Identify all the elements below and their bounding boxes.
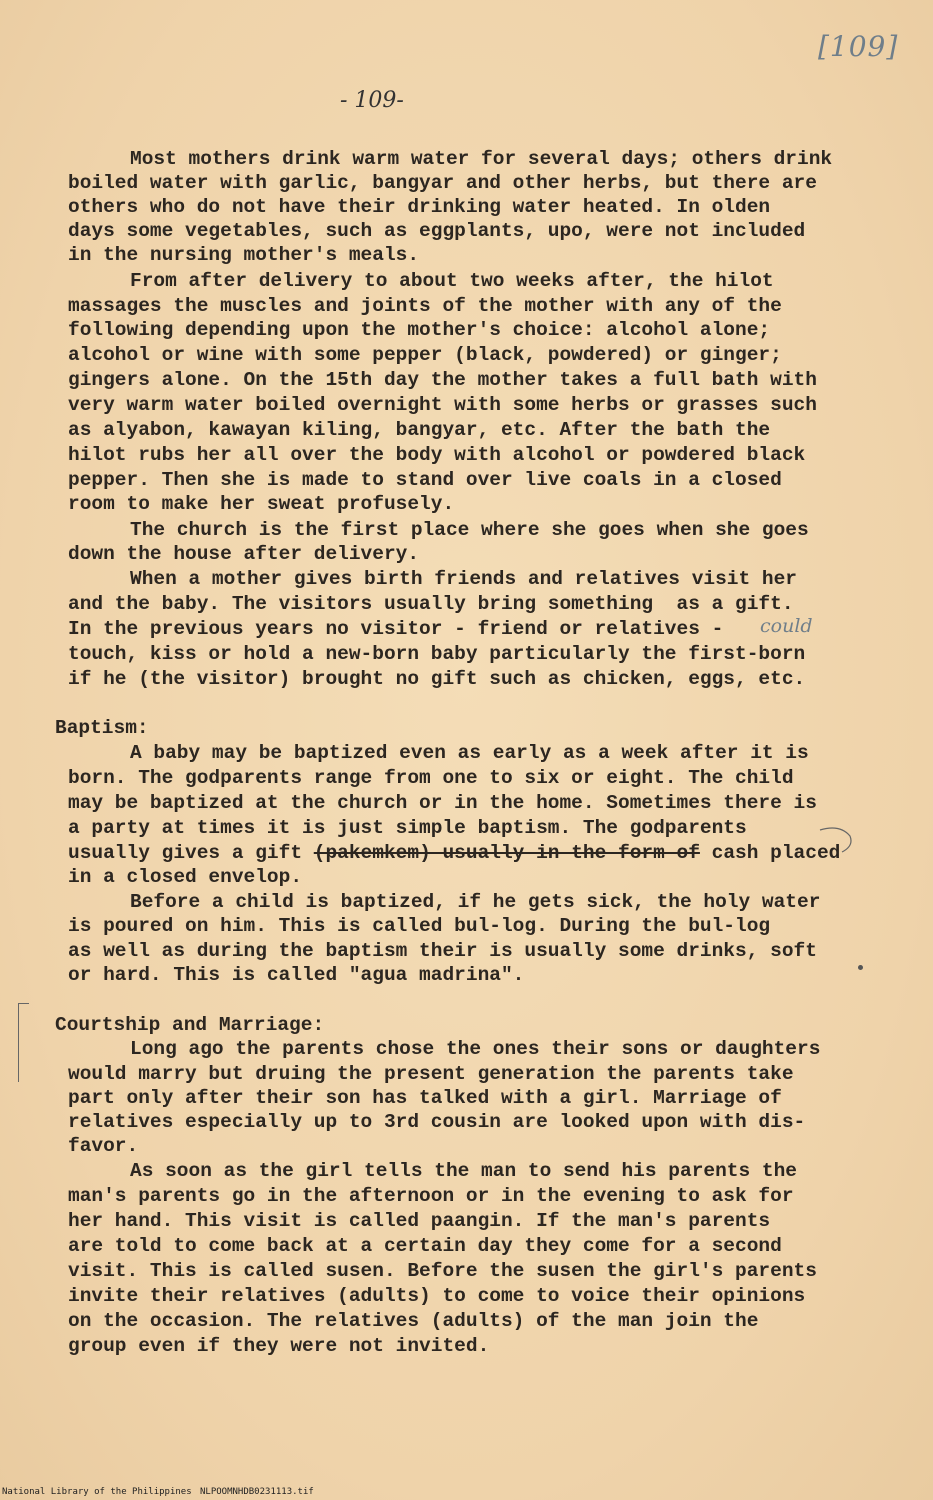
text-line: Long ago the parents chose the ones their sons or daughters: [130, 1038, 821, 1060]
text-line: if he (the visitor) brought no gift such as chicken, eggs, etc.: [68, 668, 806, 690]
gift-text-end: cash placed: [699, 842, 841, 864]
footer-filename: NLPOOMNHDB0231113.tif: [200, 1487, 314, 1497]
text-line: part only after their son has talked with a girl. Marriage of: [68, 1087, 782, 1109]
text-line: boiled water with garlic, bangyar and other herbs, but there are: [68, 172, 817, 194]
text-line: pepper. Then she is made to stand over live coals in a closed: [68, 469, 782, 491]
handwritten-insertion: could: [760, 615, 813, 637]
text-line: favor.: [68, 1135, 139, 1157]
text-line: very warm water boiled overnight with some herbs or grasses such: [68, 394, 817, 416]
text-line: on the occasion. The relatives (adults) of the man join the: [68, 1310, 759, 1332]
text-line: hilot rubs her all over the body with alcohol or powdered black: [68, 444, 806, 466]
text-line: A baby may be baptized even as early as a week after it is: [130, 742, 809, 764]
text-line: down the house after delivery.: [68, 543, 420, 565]
text-line: or hard. This is called "agua madrina".: [68, 964, 525, 986]
text-line: Most mothers drink warm water for several days; others drink: [130, 148, 833, 170]
text-line: as well as during the baptism their is usually some drinks, soft: [68, 940, 817, 962]
gift-text: usually gives a gift: [68, 842, 314, 864]
text-line: The church is the first place where she goes when she goes: [130, 519, 809, 541]
text-line: may be baptized at the church or in the home. Sometimes there is: [68, 792, 817, 814]
section-heading-courtship: Courtship and Marriage:: [55, 1014, 325, 1036]
text-line: room to make her sweat profusely.: [68, 493, 455, 515]
text-line: man's parents go in the afternoon or in the evening to ask for: [68, 1185, 794, 1207]
footer-library: National Library of the Philippines: [2, 1487, 192, 1497]
text-line: as alyabon, kawayan kiling, bangyar, etc. After the bath the: [68, 419, 771, 441]
text-line: is poured on him. This is called bul-log. During the bul-log: [68, 915, 771, 937]
text-line: When a mother gives birth friends and relatives visit her: [130, 568, 798, 590]
pen-mark-icon: [780, 826, 860, 866]
text-line: in the nursing mother's meals.: [68, 244, 420, 266]
struck-text: (pakemkem) usually in the form of: [313, 842, 700, 864]
text-line: others who do not have their drinking water heated. In olden: [68, 196, 771, 218]
text-line: touch, kiss or hold a new-born baby particularly the first-born: [68, 643, 806, 665]
text-line: are told to come back at a certain day they come for a second: [68, 1235, 782, 1257]
text-line: group even if they were not invited.: [68, 1335, 490, 1357]
text-line: days some vegetables, such as eggplants, upo, were not included: [68, 220, 806, 242]
typed-page-number: - 109-: [340, 88, 404, 113]
text-line: gingers alone. On the 15th day the mother takes a full bath with: [68, 369, 817, 391]
text-line: From after delivery to about two weeks after, the hilot: [130, 270, 774, 292]
text-line: a party at times it is just simple baptism. The godparents: [68, 817, 747, 839]
text-line: Before a child is baptized, if he gets sick, the holy water: [130, 891, 821, 913]
text-line: and the baby. The visitors usually bring something as a gift.: [68, 593, 794, 615]
text-line: As soon as the girl tells the man to send his parents the: [130, 1160, 798, 1182]
ink-dot: [858, 965, 863, 970]
text-line-gift: [68, 841, 840, 865]
text-line: born. The godparents range from one to six or eight. The child: [68, 767, 794, 789]
text-line: In the previous years no visitor - friend or relatives -: [68, 618, 736, 640]
text-line: relatives especially up to 3rd cousin are looked upon with dis-: [68, 1111, 806, 1133]
text-line: would marry but druing the present generation the parents take: [68, 1063, 794, 1085]
text-line: alcohol or wine with some pepper (black, powdered) or ginger;: [68, 344, 782, 366]
section-heading-baptism: Baptism:: [55, 717, 149, 739]
text-line: visit. This is called susen. Before the susen the girl's parents: [68, 1260, 817, 1282]
text-line: her hand. This visit is called paangin. If the man's parents: [68, 1210, 771, 1232]
text-line: invite their relatives (adults) to come to voice their opinions: [68, 1285, 806, 1307]
text-line: following depending upon the mother's choice: alcohol alone;: [68, 319, 771, 341]
text-line: in a closed envelop.: [68, 866, 303, 888]
handwritten-page-number: [109]: [818, 30, 899, 63]
text-line: massages the muscles and joints of the mother with any of the: [68, 295, 782, 317]
margin-bracket: [18, 1003, 29, 1082]
